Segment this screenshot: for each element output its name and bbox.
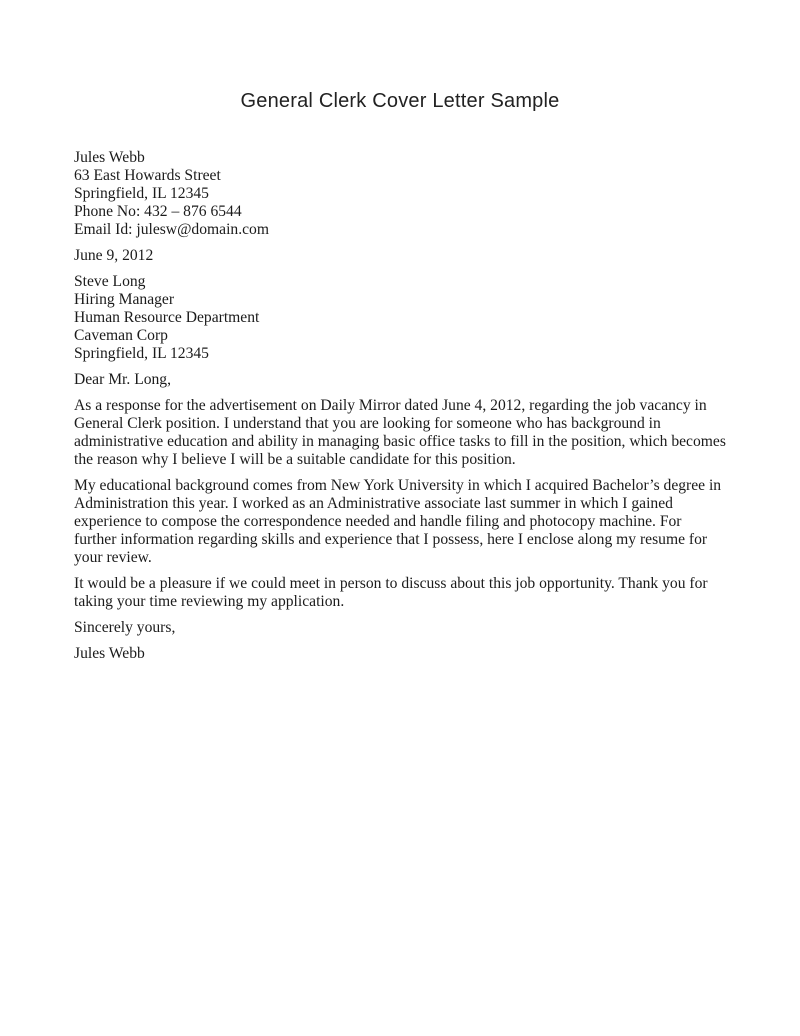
recipient-department: Human Resource Department [74,309,260,326]
sender-email: Email Id: julesw@domain.com [74,221,269,238]
body-paragraph-1: As a response for the advertisement on Daily Mirror dated June 4, 2012, regarding the job vacancy in General Clerk position. I understand that you are looking for someone who has background in administrative education and ability in managing basic office tasks to fill in the position, which becomes the reason why I believe I will be a suitable candidate for this position. [74,397,726,468]
sender-address-block [74,149,726,239]
closing: Sincerely yours, [74,619,176,636]
body-paragraph-3: It would be a pleasure if we could meet in person to discuss about this job opportunity. Thank you for taking your time reviewing my application. [74,575,708,610]
sender-street: 63 East Howards Street [74,167,221,184]
recipient-job-title: Hiring Manager [74,291,175,308]
letter-body [74,149,726,663]
body-paragraph-2: My educational background comes from New York University in which I acquired Bachelor’s degree in Administration this year. I worked as an Administrative associate last summer in which I gained experience to compose the correspondence needed and handle filing and photocopy machine. For further information regarding skills and experience that I possess, here I enclose along my resume for your review. [74,477,722,566]
recipient-name: Steve Long [74,273,146,290]
recipient-company: Caveman Corp [74,327,168,344]
signature: Jules Webb [74,645,145,662]
page-title: General Clerk Cover Letter Sample [240,90,560,112]
letter-date: June 9, 2012 [74,247,154,264]
salutation: Dear Mr. Long, [74,371,172,388]
recipient-address-block [74,273,726,363]
sender-city: Springfield, IL 12345 [74,185,209,202]
sender-name: Jules Webb [74,149,145,166]
recipient-city: Springfield, IL 12345 [74,345,209,362]
sender-phone: Phone No: 432 – 876 6544 [74,203,242,220]
